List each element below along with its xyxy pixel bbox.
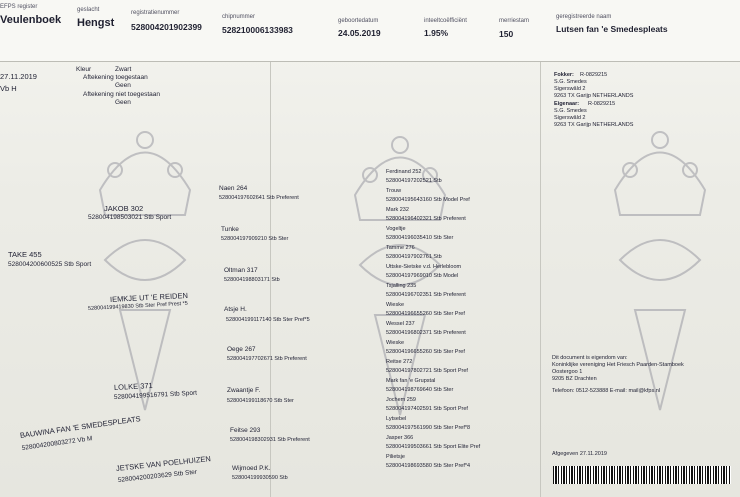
gen4-column: [386, 170, 536, 480]
name-label: geregistreerde naam: [556, 14, 612, 20]
birth-value: 24.05.2019: [338, 28, 381, 38]
gen3-8-reg: 528004199930590 Stb: [232, 475, 288, 481]
gen3-7-name: Feitse 293: [230, 427, 261, 434]
owner-label: Eigenaar:: [554, 101, 580, 107]
marking-not-allowed-value: Geen: [115, 99, 131, 106]
gen2-1-name: JAKOB 302: [104, 204, 144, 213]
register-value: Veulenboek: [0, 14, 62, 26]
breeder-name: S.G. Smedes: [554, 79, 587, 85]
gen4-2-name: Trouw: [386, 188, 402, 194]
gen3-6-name: Zwaantje F.: [227, 387, 261, 394]
gen4-14-reg: 528004197561990 Stb Ster Pref*8: [386, 425, 471, 431]
gen4-10-reg: 528004196655260 Stb Ster Pref: [386, 349, 465, 355]
breeder-id: R-0829215: [580, 72, 608, 78]
gen3-5-name: Oege 267: [227, 346, 256, 353]
gen4-10-name: Wieske: [386, 340, 405, 346]
meriestam-value: 150: [499, 29, 514, 39]
gen2-3-reg: 528004199516791 Stb Sport: [113, 389, 198, 401]
gen4-6-reg: 528004197969010 Stb Model: [386, 273, 459, 279]
owner-street: Sigerswâld 2: [554, 115, 586, 121]
gen4-1-name: Ferdinand 252: [386, 169, 422, 175]
chip-value: 528210006133983: [222, 25, 293, 35]
gen3-2-name: Tunke: [221, 226, 239, 233]
gen4-15-name: Jasper 366: [386, 435, 414, 441]
breeder-city: 9263 TX Garijp NETHERLANDS: [554, 93, 634, 99]
owner-name: S.G. Smedes: [554, 108, 587, 114]
gen4-9-name: Wessel 237: [386, 321, 415, 327]
gen4-11-name: Reitse 272: [386, 359, 413, 365]
gen4-14-name: Lytsebel: [386, 416, 407, 422]
gen4-2-reg: 528004195643160 Stb Model Pref: [386, 197, 470, 203]
sex-value: Hengst: [77, 17, 115, 29]
crown-watermark-right: [600, 120, 720, 420]
gen3-8-name: Wijmoed P.K.: [232, 465, 271, 472]
gen4-4-name: Vogeltje: [386, 226, 406, 232]
barcode: [553, 466, 731, 484]
sire-reg: 528004200600525 Stb Sport: [8, 261, 92, 268]
issue-code: Vb H: [0, 84, 17, 93]
gen4-8-name: Wieske: [386, 302, 405, 308]
gen2-3-name: LOLKE 371: [113, 380, 153, 392]
gen3-3-name: Oltman 317: [224, 267, 258, 274]
issue-date: 27.11.2019: [0, 72, 37, 81]
notice-line-5: Telefoon: 0512-523888 E-mail: mail@kfps.nl: [552, 388, 661, 394]
gen4-7-reg: 528004196702351 Stb Preferent: [386, 292, 466, 298]
marking-allowed-value: Geen: [115, 82, 131, 89]
gen4-5-reg: 528004197902761 Stb: [386, 254, 442, 260]
gen4-12-reg: 528004198769640 Stb Ster: [386, 387, 454, 393]
gen4-3-reg: 528004196402321 Stb Preferent: [386, 216, 466, 222]
register-label: EFPS register: [0, 4, 38, 10]
gen4-7-name: Tsjalling 235: [386, 283, 417, 289]
owner-id: R-0829215: [588, 101, 616, 107]
gen4-8-reg: 528004196655260 Stb Ster Pref: [386, 311, 465, 317]
gen2-2-name: IEMKJE UT 'E REIDEN: [109, 290, 189, 304]
gen4-13-name: Jochem 259: [386, 397, 416, 403]
owner-city: 9263 TX Garijp NETHERLANDS: [554, 122, 634, 128]
issued-date: Afgegeven 27.11.2019: [552, 451, 607, 457]
birth-label: geboortedatum: [338, 18, 379, 24]
gen3-3-reg: 528004198803171 Stb: [224, 277, 280, 283]
gen4-16-name: Pilietsje: [386, 454, 405, 460]
gen4-1-reg: 528004197202521 Stb: [386, 178, 442, 184]
inbreeding-label: inteeltcoëfficiënt: [424, 18, 467, 24]
inbreeding-value: 1.95%: [424, 28, 449, 38]
dam-reg: 528004200803272 Vb M: [21, 435, 93, 452]
crown-watermark-left: [85, 120, 205, 420]
notice-line-4: 9205 BZ Drachten: [552, 376, 597, 382]
column-divider: [540, 62, 541, 497]
meriestam-label: merriestam: [499, 18, 530, 24]
gen4-5-name: Tamme 276: [386, 245, 415, 251]
gen4-12-name: Mark fan 'e Grupstal: [386, 378, 436, 384]
gen3-1-reg: 528004197602641 Stb Preferent: [219, 195, 299, 201]
gen2-2-reg: 528004199419830 Stb Ster Pref Prest *5: [87, 300, 188, 312]
gen4-13-reg: 528004197402591 Stb Sport Pref: [386, 406, 468, 412]
breeder-label: Fokker:: [554, 72, 574, 78]
marking-not-allowed-label: Aftekening niet toegestaan: [83, 91, 160, 98]
gen3-5-reg: 528004197702671 Stb Preferent: [227, 356, 307, 362]
sex-label: geslacht: [77, 7, 100, 13]
dam-name: BAUWINA FAN 'E SMEDESPLEATS: [19, 414, 142, 440]
gen4-4-reg: 528004196035410 Stb Ster: [386, 235, 454, 241]
gen3-4-name: Atsje H.: [224, 306, 247, 313]
sire-name: TAKE 455: [8, 250, 42, 259]
gen2-1-reg: 528004198503021 Stb Sport: [88, 214, 172, 221]
notice-line-1: Dit document is eigendom van:: [552, 355, 628, 361]
gen4-16-reg: 528004198693580 Stb Ster Pref*4: [386, 463, 471, 469]
gen4-11-reg: 528004197802721 Stb Sport Pref: [386, 368, 468, 374]
gen3-4-reg: 528004199117140 Stb Ster Pref*5: [226, 317, 310, 323]
gen3-2-reg: 528004197909210 Stb Ster: [221, 236, 289, 242]
gen4-3-name: Mark 232: [386, 207, 409, 213]
registration-label: registratienummer: [131, 10, 180, 16]
chip-label: chipnummer: [222, 14, 256, 20]
gen4-6-name: Uttske-Sietske v.d. Herlebloom: [386, 264, 462, 270]
gen2-4-reg: 528004200203629 Stb Ster: [117, 468, 198, 484]
gen3-7-reg: 528004198302931 Stb Preferent: [230, 437, 310, 443]
marking-allowed-label: Aftekening toegestaan: [83, 74, 148, 81]
name-value: Lutsen fan 'e Smedespleats: [556, 24, 668, 34]
gen3-6-reg: 528004199118670 Stb Ster: [227, 398, 294, 404]
registration-value: 528004201902399: [131, 22, 202, 32]
breeder-street: Sigerswâld 2: [554, 86, 586, 92]
notice-line-2: Koninklijke vereniging Het Friesch Paarden-Stamboek: [552, 362, 684, 368]
notice-line-3: Oostergoo 1: [552, 369, 583, 375]
color-value: Zwart: [115, 66, 132, 73]
gen3-1-name: Naen 264: [219, 185, 248, 192]
gen4-9-reg: 528004196802371 Stb Preferent: [386, 330, 466, 336]
color-label: Kleur: [76, 66, 92, 73]
gen2-4-name: JETSKE VAN POELHUIZEN: [115, 454, 212, 473]
gen4-15-reg: 528004199503661 Stb Sport Elite Pref: [386, 444, 481, 450]
